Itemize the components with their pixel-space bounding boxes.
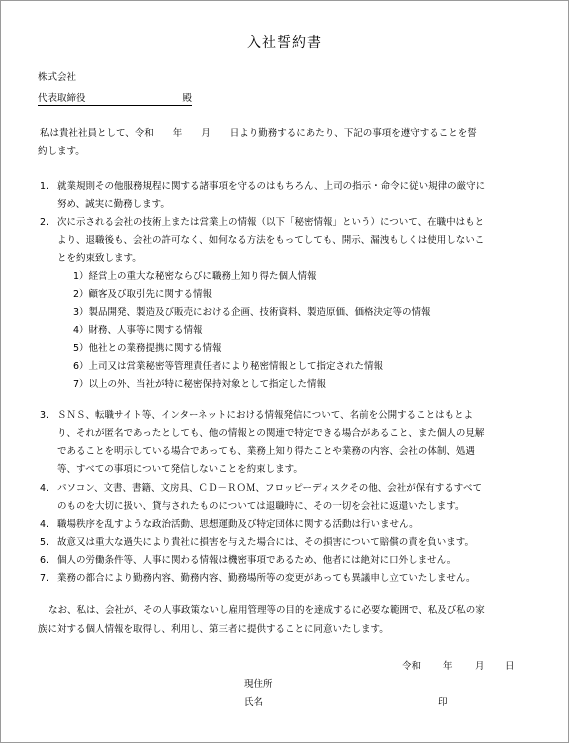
subitem: 5）他社との業務提携に関する情報 — [73, 343, 222, 354]
item-line: パソコン、文書、書籍、文房具、ＣＤ－ＲＯＭ、フロッピーディスクその他、会社が保有するすべて — [57, 483, 483, 494]
subitem: 4）財務、人事等に関する情報 — [73, 325, 203, 336]
item-line: 業務の都合により勤務内容、勤務内容、勤務場所等の変更があっても異議申し立ていたしません。 — [57, 573, 476, 584]
item-number: 5. — [40, 537, 50, 548]
item-number: 6. — [40, 555, 50, 566]
subitem: 1）経営上の重大な秘密ならびに職務上知り得た個人情報 — [73, 271, 317, 282]
item-number: 4. — [40, 519, 50, 530]
closing-line-2: 族に対する個人情報を取得し、利用し、第三者に提供することに同意いたします。 — [38, 624, 389, 635]
address-label: 現住所 — [244, 679, 273, 690]
item-number: 3. — [40, 410, 50, 421]
item-line: 就業規則その他服務規程に関する諸事項を守るのはもちろん、上司の指示・命令に従い規律の厳守に — [57, 181, 486, 192]
item-number: 1. — [40, 181, 50, 192]
item-line: 等、すべての事項について発信しないことを約束します。 — [57, 464, 303, 475]
addressee-line — [38, 93, 192, 106]
intro-line-2: 約します。 — [38, 146, 85, 157]
date-year: 年 — [443, 661, 453, 672]
item-line: のものを大切に扱い、貸与されたものについては退職時に、その一切を会社に返還いたします。 — [57, 501, 465, 512]
item-line: 努め、誠実に勤務します。 — [57, 199, 170, 210]
item-number: 2. — [40, 217, 50, 228]
company-name: 株式会社 — [38, 72, 77, 83]
subitem: 6）上司又は営業秘密等管理責任者により秘密情報として指定された情報 — [73, 361, 384, 372]
date-era: 令和 — [402, 661, 422, 672]
date-day: 日 — [505, 661, 515, 672]
document-title: 入社誓約書 — [247, 35, 322, 51]
intro-line-1: 私は貴社社員として、令和 年 月 日より勤務するにあたり、下記の事項を遵守することを誓 — [40, 128, 477, 139]
addressee-suffix: 殿 — [182, 93, 192, 104]
item-line: 次に示される会社の技術上または営業上の情報（以下「秘密情報」という）について、在職中はもと — [57, 217, 485, 228]
item-line: 故意又は重大な過失により貴社に損害を与えた場合には、その損害について賠償の責を負います。 — [57, 537, 475, 548]
subitem: 2）顧客及び取引先に関する情報 — [73, 289, 213, 300]
closing-line-1: なお、私は、会社が、その人事政策ないし雇用管理等の目的を達成するに必要な範囲で、私及び私の家 — [48, 605, 485, 616]
item-line: 職場秩序を乱すような政治活動、思想運動及び特定団体に関する活動は行いません。 — [57, 519, 419, 530]
item-number: 7. — [40, 573, 50, 584]
item-line: より、退職後も、会社の許可なく、如何なる方法をもってしても、開示、漏洩もしくは使用しないこ — [57, 235, 485, 246]
item-line: であることを明示している場合であっても、業務上知り得たことや業務の内容、会社の体制、処遇 — [57, 446, 475, 457]
item-line: ＳＮＳ、転職サイト等、インターネットにおける情報発信について、名前を公開することはもとよ — [57, 410, 474, 421]
item-line: 個人の労働条件等、人事に関わる情報は機密事項であるため、他者には絶対に口外しません。 — [57, 555, 457, 566]
addressee-label: 代表取締役 — [38, 93, 86, 104]
date-month: 月 — [475, 661, 485, 672]
subitem: 7）以上の外、当社が特に秘密保持対象として指定した情報 — [73, 379, 327, 390]
seal-label: 印 — [438, 697, 448, 708]
item-line: とを約束致します。 — [57, 253, 142, 264]
item-number: 4. — [40, 483, 50, 494]
subitem: 3）製品開発、製造及び販売における企画、技術資料、製造原価、価格決定等の情報 — [73, 307, 431, 318]
item-line: り、それが匿名であったとしても、他の情報との関連で特定できる場合があること、また個人の見解 — [57, 428, 485, 439]
name-label: 氏名 — [244, 697, 264, 708]
